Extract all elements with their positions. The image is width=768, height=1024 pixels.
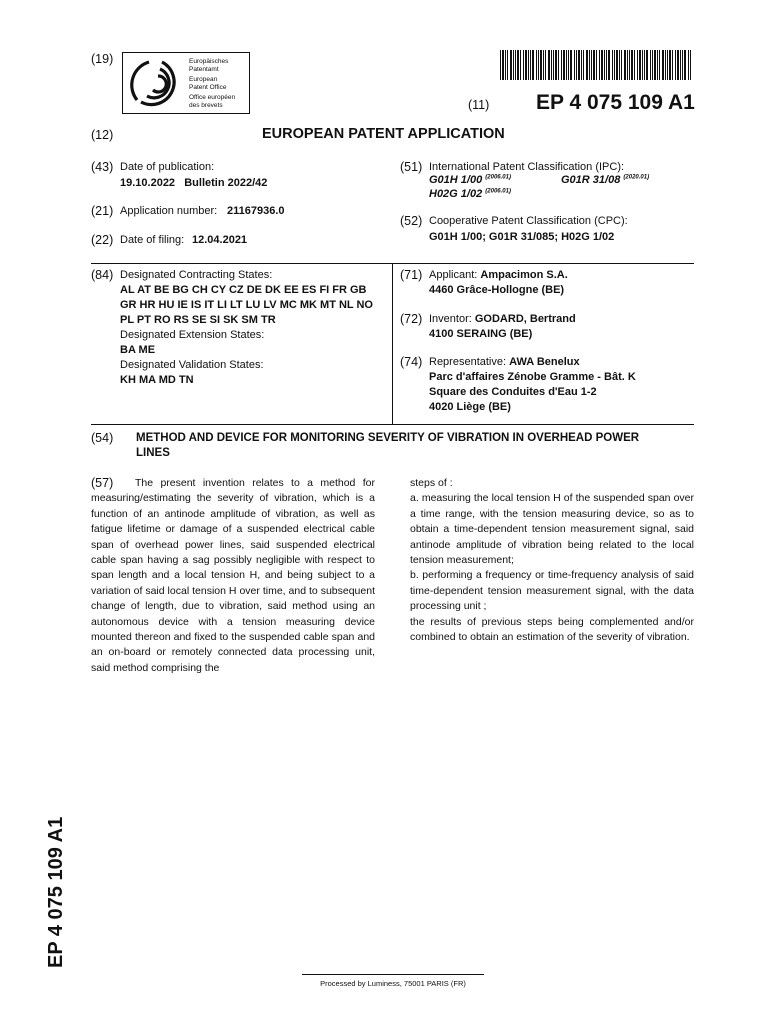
- barcode-bar: [574, 50, 575, 80]
- filing-date-label: Date of filing:: [120, 234, 185, 246]
- barcode-bar: [652, 50, 653, 80]
- rule-vertical: [392, 263, 393, 425]
- barcode-bar: [545, 50, 546, 80]
- barcode-bar: [646, 50, 648, 80]
- barcode-bar: [606, 50, 607, 80]
- barcode-bar: [639, 50, 641, 80]
- barcode-bar: [576, 50, 577, 80]
- publication-date-label: Date of publication:: [120, 161, 215, 173]
- barcode-bar: [561, 50, 562, 80]
- ipc-code-2-version: (2020.01): [623, 174, 650, 181]
- barcode-bar: [619, 50, 620, 80]
- abstract-right-p4: the results of previous steps being complemented and/or combined to obtain an estimation of the severity of vibration.: [410, 615, 694, 644]
- inid-74: (74): [400, 355, 423, 369]
- validation-states-label: Designated Validation States:: [120, 359, 264, 371]
- barcode-bar: [614, 50, 615, 80]
- publication-date-value: 19.10.2022 Bulletin 2022/42: [120, 177, 268, 189]
- barcode-bar: [555, 50, 557, 80]
- application-number-value: 21167936.0: [227, 205, 285, 217]
- barcode-bar: [650, 50, 651, 80]
- inid-72: (72): [400, 312, 423, 326]
- representative-name: AWA Benelux: [509, 356, 580, 368]
- barcode-bar: [616, 50, 618, 80]
- barcode-bar: [558, 50, 559, 80]
- barcode-bar: [583, 50, 584, 80]
- epo-logo-icon: [127, 54, 187, 112]
- application-number-label: Application number:: [120, 205, 218, 217]
- document-type: EUROPEAN PATENT APPLICATION: [262, 126, 505, 142]
- barcode: [500, 50, 693, 80]
- barcode-bar: [586, 50, 588, 80]
- barcode-bar: [604, 50, 605, 80]
- barcode-bar: [608, 50, 610, 80]
- barcode-bar: [669, 50, 671, 80]
- barcode-bar: [621, 50, 622, 80]
- barcode-bar: [540, 50, 542, 80]
- barcode-bar: [507, 50, 508, 80]
- barcode-bar: [553, 50, 554, 80]
- ipc-label: International Patent Classification (IPC):: [429, 161, 625, 173]
- barcode-bar: [629, 50, 630, 80]
- barcode-bar: [502, 50, 504, 80]
- barcode-bar: [510, 50, 512, 80]
- barcode-bar: [570, 50, 572, 80]
- publication-number: EP 4 075 109 A1: [536, 91, 695, 114]
- barcode-bar: [589, 50, 590, 80]
- inid-43: (43): [91, 160, 114, 174]
- abstract-right-p2: a. measuring the local tension H of the suspended span over a time range, with the tension measuring device, so as to obtain a time-dependent tension measurement signal, said antinode amplitude of vibration being related to the local tension measurement;: [410, 492, 694, 567]
- barcode-bar: [624, 50, 626, 80]
- barcode-bar: [677, 50, 679, 80]
- barcode-bar: [667, 50, 668, 80]
- contracting-states-line-3: PL PT RO RS SE SI SK SM TR: [120, 314, 276, 326]
- barcode-bar: [654, 50, 656, 80]
- barcode-bar: [596, 50, 597, 80]
- applicant-address: 4460 Grâce-Hollogne (BE): [429, 284, 565, 296]
- barcode-graphic: [500, 50, 693, 80]
- barcode-bar: [500, 50, 501, 80]
- applicant-block: [429, 268, 568, 298]
- barcode-bar: [548, 50, 550, 80]
- epo-logo: [122, 52, 250, 114]
- inid-84: (84): [91, 268, 114, 282]
- barcode-bar: [688, 50, 689, 80]
- ipc-code-1: [429, 174, 511, 186]
- inventor-block: [429, 312, 576, 342]
- barcode-bar: [528, 50, 529, 80]
- ipc-code-2-value: G01R 31/08: [561, 174, 621, 186]
- filing-date-value: 12.04.2021: [192, 234, 248, 246]
- logo-text-2: Patentamt: [189, 66, 219, 73]
- ipc-code-3-version: (2006.01): [485, 188, 511, 195]
- barcode-bar: [538, 50, 539, 80]
- barcode-bar: [551, 50, 552, 80]
- barcode-bar: [532, 50, 534, 80]
- barcode-bar: [627, 50, 628, 80]
- ipc-code-3-value: H02G 1/02: [429, 188, 483, 200]
- barcode-bar: [517, 50, 519, 80]
- abstract-right-column: [410, 476, 694, 645]
- invention-title-line-2: LINES: [136, 447, 170, 459]
- abstract-right-p1: steps of :: [410, 477, 453, 489]
- representative-address-1: Parc d'affaires Zénobe Gramme - Bât. K: [429, 371, 636, 383]
- barcode-bar: [680, 50, 681, 80]
- barcode-bar: [581, 50, 582, 80]
- inventor-address: 4100 SERAING (BE): [429, 328, 533, 340]
- logo-text-1: Europäisches: [189, 58, 229, 65]
- contracting-states-label: Designated Contracting States:: [120, 269, 273, 281]
- inid-71: (71): [400, 268, 423, 282]
- inid-57: (57): [91, 476, 114, 490]
- contracting-states-line-1: AL AT BE BG CH CY CZ DE DK EE ES FI FR GB: [120, 284, 367, 296]
- barcode-bar: [634, 50, 635, 80]
- barcode-bar: [642, 50, 643, 80]
- barcode-bar: [520, 50, 521, 80]
- barcode-bar: [568, 50, 569, 80]
- abstract-right-p3: b. performing a frequency or time-frequency analysis of said time-dependent tension measurement signal, with the data processing unit ;: [410, 569, 694, 613]
- barcode-bar: [644, 50, 645, 80]
- ipc-code-1-value: G01H 1/00: [429, 174, 483, 186]
- inid-54: (54): [91, 431, 114, 445]
- barcode-bar: [591, 50, 592, 80]
- barcode-bar: [515, 50, 516, 80]
- inid-12: (12): [91, 128, 114, 142]
- logo-text-6: des brevets: [189, 102, 223, 109]
- barcode-bar: [662, 50, 664, 80]
- barcode-bar: [637, 50, 638, 80]
- barcode-bar: [612, 50, 613, 80]
- invention-title: [136, 431, 639, 461]
- ipc-code-3: [429, 188, 511, 200]
- applicant-label: Applicant:: [429, 269, 478, 281]
- barcode-bar: [657, 50, 658, 80]
- rule-bottom: [91, 424, 694, 425]
- barcode-bar: [505, 50, 506, 80]
- cpc-label: Cooperative Patent Classification (CPC):: [429, 215, 628, 227]
- barcode-bar: [513, 50, 514, 80]
- barcode-bar: [530, 50, 531, 80]
- barcode-bar: [684, 50, 686, 80]
- barcode-bar: [601, 50, 603, 80]
- applicant-name: Ampacimon S.A.: [480, 269, 568, 281]
- ipc-code-1-version: (2006.01): [485, 174, 511, 181]
- barcode-bar: [659, 50, 660, 80]
- inid-11: (11): [468, 98, 490, 112]
- cpc-value: G01H 1/00; G01R 31/085; H02G 1/02: [429, 231, 615, 243]
- inid-19: (19): [91, 52, 114, 66]
- ipc-code-2: [561, 174, 649, 186]
- barcode-bar: [563, 50, 565, 80]
- barcode-bar: [543, 50, 544, 80]
- logo-text-4: Patent Office: [189, 84, 227, 91]
- logo-text-5: Office européen: [189, 94, 236, 101]
- barcode-bar: [523, 50, 524, 80]
- footer-text: Processed by Luminess, 75001 PARIS (FR): [320, 979, 466, 988]
- footer-rule: [302, 974, 484, 975]
- abstract-left-text: The present invention relates to a method for measuring/estimating the severity of vibration, which is a function of an antinode amplitude of vibration, as well as fatigue lifetime or damage of a suspended electrical cable span of overhead power lines, said suspended electrical cable span having a sag possibly negligible with respect to span length and a local tension H, and being subject to a variation of said local tension H over time, and to subsequent change of length, due to vibration, said method using an autonomous device with a tension measuring device mounted thereon and fixed to the suspended cable span and an on-board or remotely connected data processing unit, said method comprising the: [91, 477, 375, 674]
- barcode-bar: [631, 50, 633, 80]
- inid-51: (51): [400, 160, 423, 174]
- barcode-bar: [675, 50, 676, 80]
- inventor-label: Inventor:: [429, 313, 472, 325]
- representative-address-3: 4020 Liège (BE): [429, 401, 511, 413]
- barcode-bar: [682, 50, 683, 80]
- contracting-states-line-2: GR HR HU IE IS IT LI LT LU LV MC MK MT NL NO: [120, 299, 373, 311]
- inid-22: (22): [91, 233, 114, 247]
- barcode-bar: [599, 50, 600, 80]
- logo-text-3: European: [189, 76, 218, 83]
- designated-states-block: [120, 268, 373, 388]
- representative-label: Representative:: [429, 356, 507, 368]
- inventor-name: GODARD, Bertrand: [474, 313, 576, 325]
- representative-block: [429, 355, 636, 415]
- side-publication-number: EP 4 075 109 A1: [45, 816, 67, 968]
- barcode-bar: [566, 50, 567, 80]
- barcode-bar: [578, 50, 580, 80]
- representative-address-2: Square des Conduites d'Eau 1-2: [429, 386, 597, 398]
- inid-52: (52): [400, 214, 423, 228]
- abstract-left-column: [91, 476, 375, 676]
- extension-states-label: Designated Extension States:: [120, 329, 265, 341]
- barcode-bar: [672, 50, 673, 80]
- barcode-bar: [593, 50, 595, 80]
- invention-title-line-1: METHOD AND DEVICE FOR MONITORING SEVERITY OF VIBRATION IN OVERHEAD POWER: [136, 432, 640, 444]
- barcode-bar: [690, 50, 691, 80]
- validation-states-value: KH MA MD TN: [120, 374, 194, 386]
- inid-21: (21): [91, 204, 114, 218]
- barcode-bar: [525, 50, 527, 80]
- barcode-bar: [665, 50, 666, 80]
- extension-states-value: BA ME: [120, 344, 156, 356]
- barcode-bar: [536, 50, 537, 80]
